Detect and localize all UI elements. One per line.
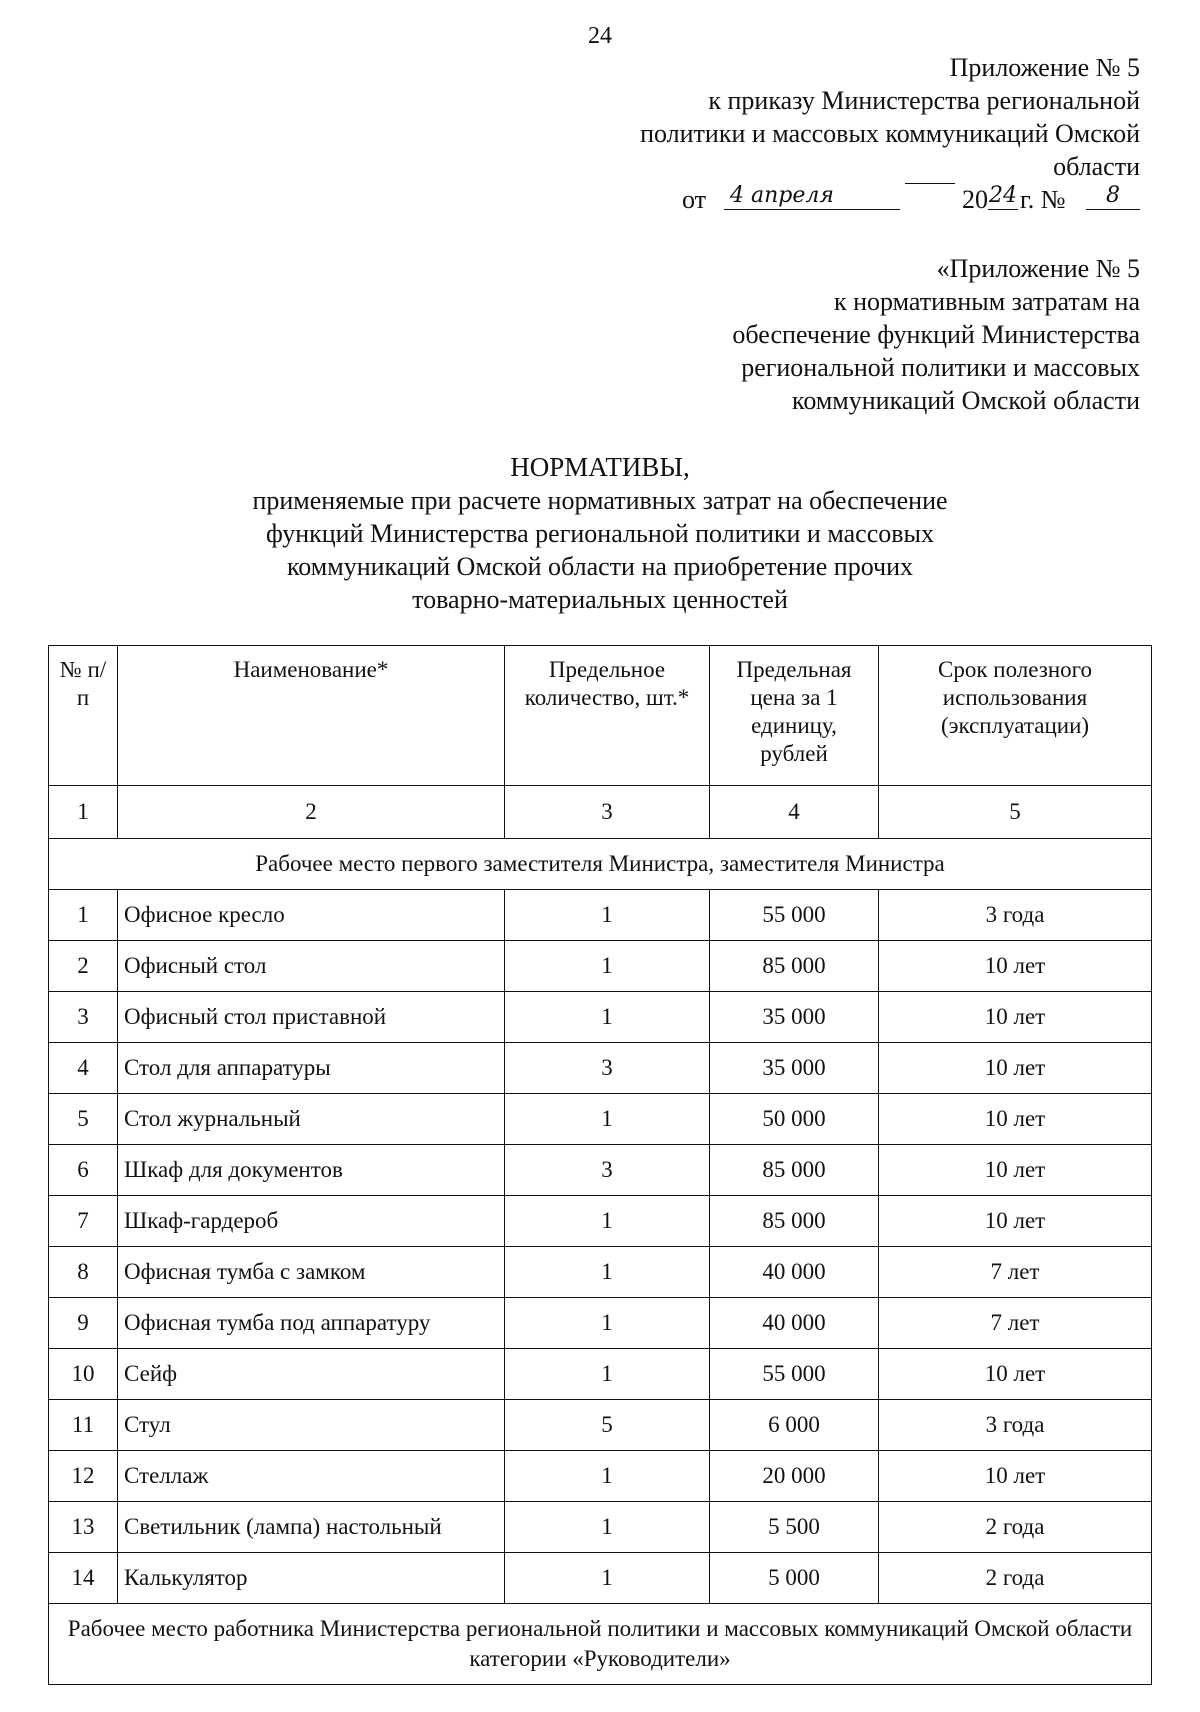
item-service-life: 10 лет [879, 992, 1152, 1043]
item-quantity: 1 [505, 890, 710, 941]
table-row [49, 1145, 1152, 1196]
item-service-life: 3 года [879, 890, 1152, 941]
column-number-row [49, 786, 1152, 839]
row-number: 14 [49, 1553, 118, 1604]
row-number: 11 [49, 1400, 118, 1451]
header-num: № п/п [49, 646, 118, 786]
annex-line: к нормативным затратам на [834, 287, 1140, 316]
item-price: 55 000 [710, 1349, 879, 1400]
row-number: 9 [49, 1298, 118, 1349]
item-service-life: 7 лет [879, 1298, 1152, 1349]
item-service-life: 10 лет [879, 1043, 1152, 1094]
row-number: 10 [49, 1349, 118, 1400]
item-service-life: 10 лет [879, 1196, 1152, 1247]
column-number: 1 [49, 786, 118, 839]
table-body [49, 786, 1152, 1685]
annex-line: к приказу Министерства региональной [708, 86, 1140, 115]
header-term: Срок полезного использования (эксплуатации) [879, 646, 1152, 786]
annex-line: обеспечение функций Министерства [732, 320, 1140, 349]
row-number: 2 [49, 941, 118, 992]
table-header-row [49, 646, 1152, 786]
item-service-life: 10 лет [879, 941, 1152, 992]
column-number: 5 [879, 786, 1152, 839]
subtitle-line: коммуникаций Омской области на приобретение прочих [286, 552, 914, 581]
table-row [49, 1298, 1152, 1349]
order-date-line [520, 183, 1140, 216]
row-number: 3 [49, 992, 118, 1043]
item-quantity: 3 [505, 1145, 710, 1196]
row-number: 4 [49, 1043, 118, 1094]
table-row [49, 1043, 1152, 1094]
column-number: 3 [505, 786, 710, 839]
item-service-life: 2 года [879, 1502, 1152, 1553]
row-number: 1 [49, 890, 118, 941]
row-number: 12 [49, 1451, 118, 1502]
item-quantity: 1 [505, 1094, 710, 1145]
item-price: 50 000 [710, 1094, 879, 1145]
item-name: Офисное кресло [118, 890, 505, 941]
item-price: 85 000 [710, 941, 879, 992]
document-title: НОРМАТИВЫ, [510, 452, 690, 482]
norms-annex-header [520, 252, 1140, 417]
row-number: 6 [49, 1145, 118, 1196]
subtitle-line: применяемые при расчете нормативных затрат на обеспечение [252, 486, 948, 515]
table-row [49, 1502, 1152, 1553]
page-number: 24 [588, 23, 612, 49]
section-title: Рабочее место первого заместителя Министра, заместителя Министра [49, 839, 1152, 890]
header-name: Наименование* [118, 646, 505, 786]
table-row [49, 1247, 1152, 1298]
item-price: 35 000 [710, 992, 879, 1043]
handwritten-order-number: 8 [1086, 183, 1140, 210]
row-number: 7 [49, 1196, 118, 1247]
item-price: 40 000 [710, 1298, 879, 1349]
item-name: Светильник (лампа) настольный [118, 1502, 505, 1553]
annex-line: Приложение № 5 [949, 53, 1140, 82]
row-number: 5 [49, 1094, 118, 1145]
table-row [49, 1349, 1152, 1400]
item-quantity: 1 [505, 1553, 710, 1604]
annex-line: региональной политики и массовых [741, 353, 1140, 382]
item-quantity: 1 [505, 1349, 710, 1400]
item-quantity: 1 [505, 941, 710, 992]
annex-line: «Приложение № 5 [936, 254, 1140, 283]
date-underline-tail [905, 183, 955, 184]
section-row [49, 1604, 1152, 1685]
table-row [49, 1094, 1152, 1145]
item-quantity: 1 [505, 1298, 710, 1349]
item-name: Стол журнальный [118, 1094, 505, 1145]
table-row [49, 941, 1152, 992]
item-service-life: 10 лет [879, 1145, 1152, 1196]
document-title-block [0, 450, 1200, 616]
annex-line: политики и массовых коммуникаций Омской [640, 119, 1140, 148]
item-name: Офисная тумба с замком [118, 1247, 505, 1298]
subtitle-line: товарно-материальных ценностей [412, 585, 788, 614]
item-name: Калькулятор [118, 1553, 505, 1604]
item-name: Офисный стол приставной [118, 992, 505, 1043]
item-service-life: 10 лет [879, 1451, 1152, 1502]
table-row [49, 992, 1152, 1043]
item-price: 35 000 [710, 1043, 879, 1094]
item-name: Шкаф для документов [118, 1145, 505, 1196]
table-row [49, 1196, 1152, 1247]
table-row [49, 1553, 1152, 1604]
year-prefix: 20 [962, 185, 988, 214]
header-price: Предельная цена за 1 единицу, рублей [710, 646, 879, 786]
row-number: 8 [49, 1247, 118, 1298]
item-quantity: 1 [505, 992, 710, 1043]
item-quantity: 1 [505, 1502, 710, 1553]
header-qty: Предельное количество, шт.* [505, 646, 710, 786]
item-price: 20 000 [710, 1451, 879, 1502]
subtitle-line: функций Министерства региональной политики и массовых [266, 519, 934, 548]
item-name: Шкаф-гардероб [118, 1196, 505, 1247]
item-service-life: 2 года [879, 1553, 1152, 1604]
order-annex-header [520, 51, 1140, 216]
item-service-life: 7 лет [879, 1247, 1152, 1298]
order-prefix: от [682, 185, 707, 214]
item-price: 5 000 [710, 1553, 879, 1604]
row-number: 13 [49, 1502, 118, 1553]
handwritten-year: 24 [989, 183, 1017, 208]
item-name: Сейф [118, 1349, 505, 1400]
handwritten-date: 4 апреля [724, 183, 900, 210]
annex-line: области [1053, 152, 1140, 181]
item-price: 5 500 [710, 1502, 879, 1553]
item-quantity: 3 [505, 1043, 710, 1094]
norms-table [48, 645, 1152, 1685]
item-price: 6 000 [710, 1400, 879, 1451]
item-name: Офисная тумба под аппаратуру [118, 1298, 505, 1349]
annex-line: коммуникаций Омской области [792, 386, 1140, 415]
item-name: Стул [118, 1400, 505, 1451]
item-service-life: 3 года [879, 1400, 1152, 1451]
item-service-life: 10 лет [879, 1094, 1152, 1145]
column-number: 4 [710, 786, 879, 839]
item-price: 40 000 [710, 1247, 879, 1298]
item-quantity: 1 [505, 1196, 710, 1247]
item-price: 55 000 [710, 890, 879, 941]
item-quantity: 1 [505, 1247, 710, 1298]
table-row [49, 1451, 1152, 1502]
table-row [49, 890, 1152, 941]
section-title: Рабочее место работника Министерства региональной политики и массовых коммуникаций Омской области категории «Руководители» [49, 1604, 1152, 1685]
year-suffix: г. № [1020, 185, 1066, 214]
item-name: Офисный стол [118, 941, 505, 992]
item-price: 85 000 [710, 1196, 879, 1247]
column-number: 2 [118, 786, 505, 839]
section-row [49, 839, 1152, 890]
item-quantity: 5 [505, 1400, 710, 1451]
item-name: Стеллаж [118, 1451, 505, 1502]
item-quantity: 1 [505, 1451, 710, 1502]
item-name: Стол для аппаратуры [118, 1043, 505, 1094]
item-price: 85 000 [710, 1145, 879, 1196]
item-service-life: 10 лет [879, 1349, 1152, 1400]
table-row [49, 1400, 1152, 1451]
